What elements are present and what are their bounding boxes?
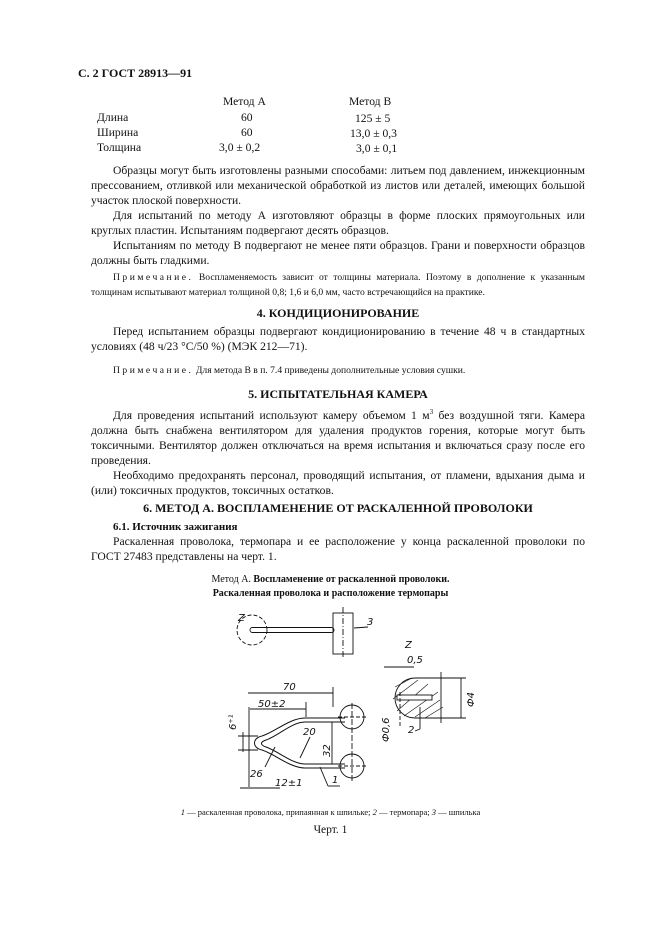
legend-num: 2 (372, 807, 377, 817)
thermocouple (397, 695, 432, 700)
figure-caption (0, 573, 661, 587)
paragraph: Образцы могут быть изготовлены разными способами: литьем под давлением, инжекционным прессованием, отливкой или механической обработкой из листов или деталей, имеющих большой участок плоской поверхности. (91, 164, 585, 207)
caption-prefix: Метод А. (211, 574, 251, 585)
wire-rod (250, 628, 334, 633)
label-z2: Z (405, 640, 412, 651)
row-label: Ширина (97, 126, 139, 139)
superscript: 3 (429, 408, 434, 417)
caption-title: Воспламенение от раскаленной проволоки. (253, 574, 450, 585)
section-heading: 6. МЕТОД А. ВОСПЛАМЕНЕНИЕ ОТ РАСКАЛЕННОЙ ПРОВОЛОКИ (143, 501, 533, 515)
col-header-b: Метод В (349, 95, 392, 108)
dim-phi06: Ф0,6 (381, 717, 392, 742)
cell: 60 (241, 126, 253, 139)
note (91, 363, 585, 378)
dim-50: 50±2 (258, 699, 286, 710)
legend-num: 3 (431, 807, 436, 817)
row-label: Длина (97, 111, 129, 124)
label-z: Z (238, 613, 245, 624)
dim-0-5: 0,5 (407, 655, 423, 666)
figure-legend (0, 805, 661, 819)
dim-26: 26 (250, 769, 263, 780)
section-heading: 5. ИСПЫТАТЕЛЬНАЯ КАМЕРА (248, 387, 428, 401)
dimensions-table (0, 94, 661, 156)
dim-32: 32 (322, 744, 333, 757)
cell: 60 (241, 111, 253, 124)
paragraph: Для испытаний по методу А изготовляют образцы в форме плоских прямоугольных или круглых пластин. Испытаниям подвергают десять образцов. (91, 209, 585, 237)
label-1: 1 (332, 775, 339, 786)
cell: 3,0 ± 0,2 (219, 141, 261, 154)
figure-title: Черт. 1 (313, 824, 348, 836)
dim-70: 70 (283, 682, 296, 693)
dim-20: 20 (303, 727, 316, 738)
label-2: 2 (408, 725, 415, 736)
text: без воздушной тяги. Камера должна быть снабжена вентилятором для удаления продуктов горения, которые могут быть токсичными. Вентилятор должен отключаться на время испытания и включаться сразу после его проведения. (91, 409, 585, 467)
note (91, 270, 585, 300)
paragraph: Испытаниям по методу В подвергают не менее пяти образцов. Грани и поверхности образцов должны быть гладкими. (91, 239, 585, 267)
cell: 125 ± 5 (355, 112, 391, 125)
legend-text: — термопара; (376, 807, 432, 817)
wire-drawing (0, 601, 661, 801)
section-heading: 4. КОНДИЦИОНИРОВАНИЕ (256, 306, 420, 320)
dim-phi4: Ф4 (466, 692, 477, 707)
paragraph: Перед испытанием образцы подвергают кондиционированию в течение 48 ч в стандартных условиях (48 ч/23 °С/50 %) (МЭК 212—71). (91, 325, 585, 353)
cell: 3,0 ± 0,1 (356, 142, 398, 155)
row-label: Толщина (97, 141, 142, 154)
legend-text: — раскаленная проволока, припаянная к шпильке; (184, 807, 373, 817)
paragraph: Раскаленная проволока, термопара и ее расположение у конца раскаленной проволоки по ГОСТ 27483 представлены на черт. 1. (91, 535, 585, 563)
paragraph: Необходимо предохранять персонал, проводящий испытания, от пламени, вдыхания дыма и (или) токсичных продуктов, токсичных остатков. (91, 469, 585, 497)
legend-text: — шпилька (435, 807, 481, 817)
page-header: С. 2 ГОСТ 28913—91 (78, 66, 193, 80)
col-header-a: Метод А (223, 95, 266, 108)
cell: 13,0 ± 0,3 (350, 127, 397, 140)
note-text: Воспламеняемость зависит от толщины материала. Поэтому в дополнение к указанным толщинам испытывают материал толщиной 0,8; 1,6 и 6,0 мм, часто встречающийся на практике. (91, 272, 585, 298)
note-text: Для метода В в п. 7.4 приведены дополнительные условия сушки. (195, 365, 466, 376)
label-3: 3 (367, 617, 374, 628)
dim-6: 6⁺¹ (228, 714, 239, 730)
subsection-heading: 6.1. Источник зажигания (113, 521, 238, 533)
figure-caption-2: Раскаленная проволока и расположение термопары (212, 588, 449, 599)
dim-12: 12±1 (275, 778, 303, 789)
note-label: Примечание. (113, 365, 194, 376)
legend-num: 1 (180, 807, 185, 817)
figure (0, 601, 661, 801)
text: Для проведения испытаний используют камеру объемом 1 м (113, 409, 430, 422)
note-label: Примечание. (113, 272, 194, 283)
paragraph (91, 408, 585, 468)
